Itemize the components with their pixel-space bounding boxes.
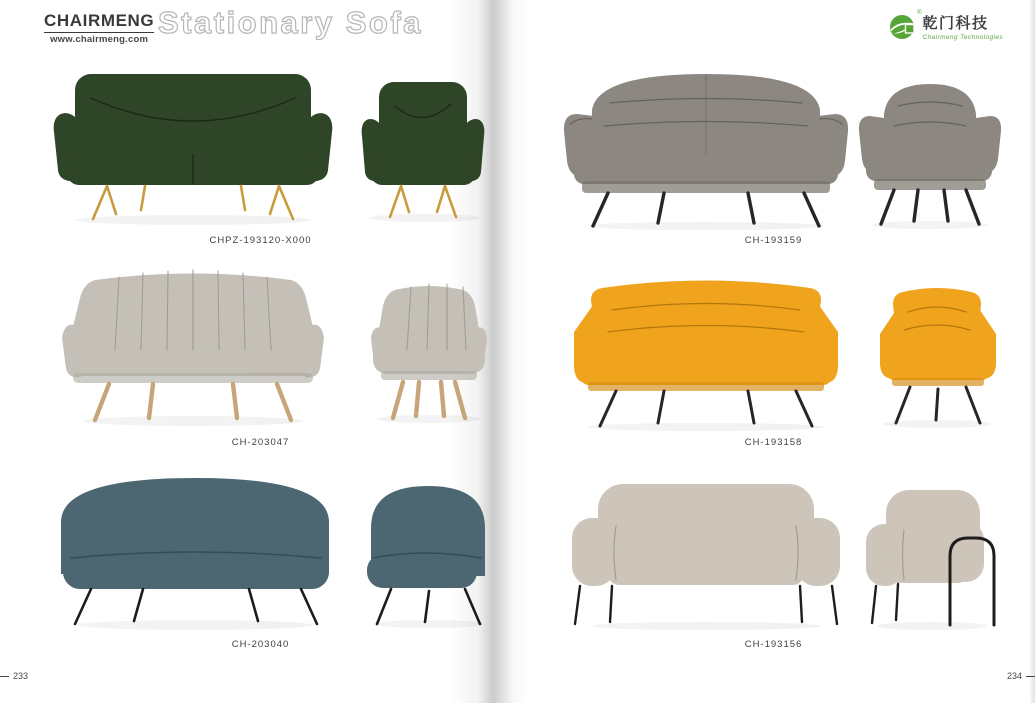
product-photo-sofa-and-armchair <box>546 58 1001 230</box>
product-model: CH-193156 <box>744 639 803 650</box>
sofa-body <box>564 74 1001 184</box>
base-shade <box>582 179 986 193</box>
sofa-body <box>574 281 996 386</box>
floor-shadow <box>77 620 483 630</box>
company-name-cn: 乾门科技 <box>922 14 989 32</box>
product-model: CH-203040 <box>231 639 290 650</box>
product-model: CH-203047 <box>231 437 290 448</box>
brand-website: www.chairmeng.com <box>50 34 149 45</box>
legs <box>95 382 465 420</box>
product-figure-ch-203040 <box>33 462 488 650</box>
company-logo <box>889 9 1003 41</box>
registered-mark: ® <box>917 9 922 16</box>
product-photo-sofa-and-armchair <box>33 260 488 432</box>
product-photo-sofa-and-armchair <box>33 58 488 230</box>
floor-shadow <box>588 420 992 431</box>
product-figure-ch-193158 <box>546 260 1001 448</box>
floor-shadow <box>588 221 988 230</box>
brand-name: CHAIRMENG <box>44 11 154 33</box>
floor-shadow <box>75 214 481 225</box>
sofa-body <box>54 74 485 185</box>
page-number-right-value: 234 <box>1006 671 1022 681</box>
product-model: CH-193158 <box>744 437 803 448</box>
sofa-body <box>61 478 485 589</box>
product-photo-sofa-and-armchair <box>546 462 1001 634</box>
floor-shadow <box>591 622 987 630</box>
page-number-left <box>0 671 28 681</box>
product-photo-sofa-and-armchair <box>33 462 488 634</box>
product-figure-ch-193159 <box>546 58 1001 246</box>
product-model: CH-193159 <box>744 235 803 246</box>
page-number-right <box>1007 671 1035 681</box>
sofa-body <box>572 484 984 586</box>
sofa-body <box>62 274 487 378</box>
page-number-rule <box>0 676 9 677</box>
logo-text <box>923 12 1003 41</box>
company-name-en: Chairmeng Technologies <box>922 34 1003 41</box>
floor-shadow <box>83 415 481 426</box>
page-title: Stationary Sofa <box>158 5 423 40</box>
legs <box>93 186 456 219</box>
legs <box>75 589 480 624</box>
page-number-left-value: 233 <box>13 671 29 681</box>
page-number-rule <box>1026 676 1035 677</box>
legs <box>593 190 979 226</box>
brand-block <box>44 11 154 45</box>
product-figure-chpz-193120 <box>33 58 488 246</box>
product-photo-sofa-and-armchair <box>546 260 1001 432</box>
legs <box>600 387 980 426</box>
page-right-edge-shadow <box>1029 0 1035 703</box>
chairmeng-leaf-logo-icon <box>889 9 922 41</box>
product-figure-ch-203047 <box>33 260 488 448</box>
product-model: CHPZ-193120-X000 <box>209 235 312 246</box>
product-figure-ch-193156 <box>546 462 1001 650</box>
